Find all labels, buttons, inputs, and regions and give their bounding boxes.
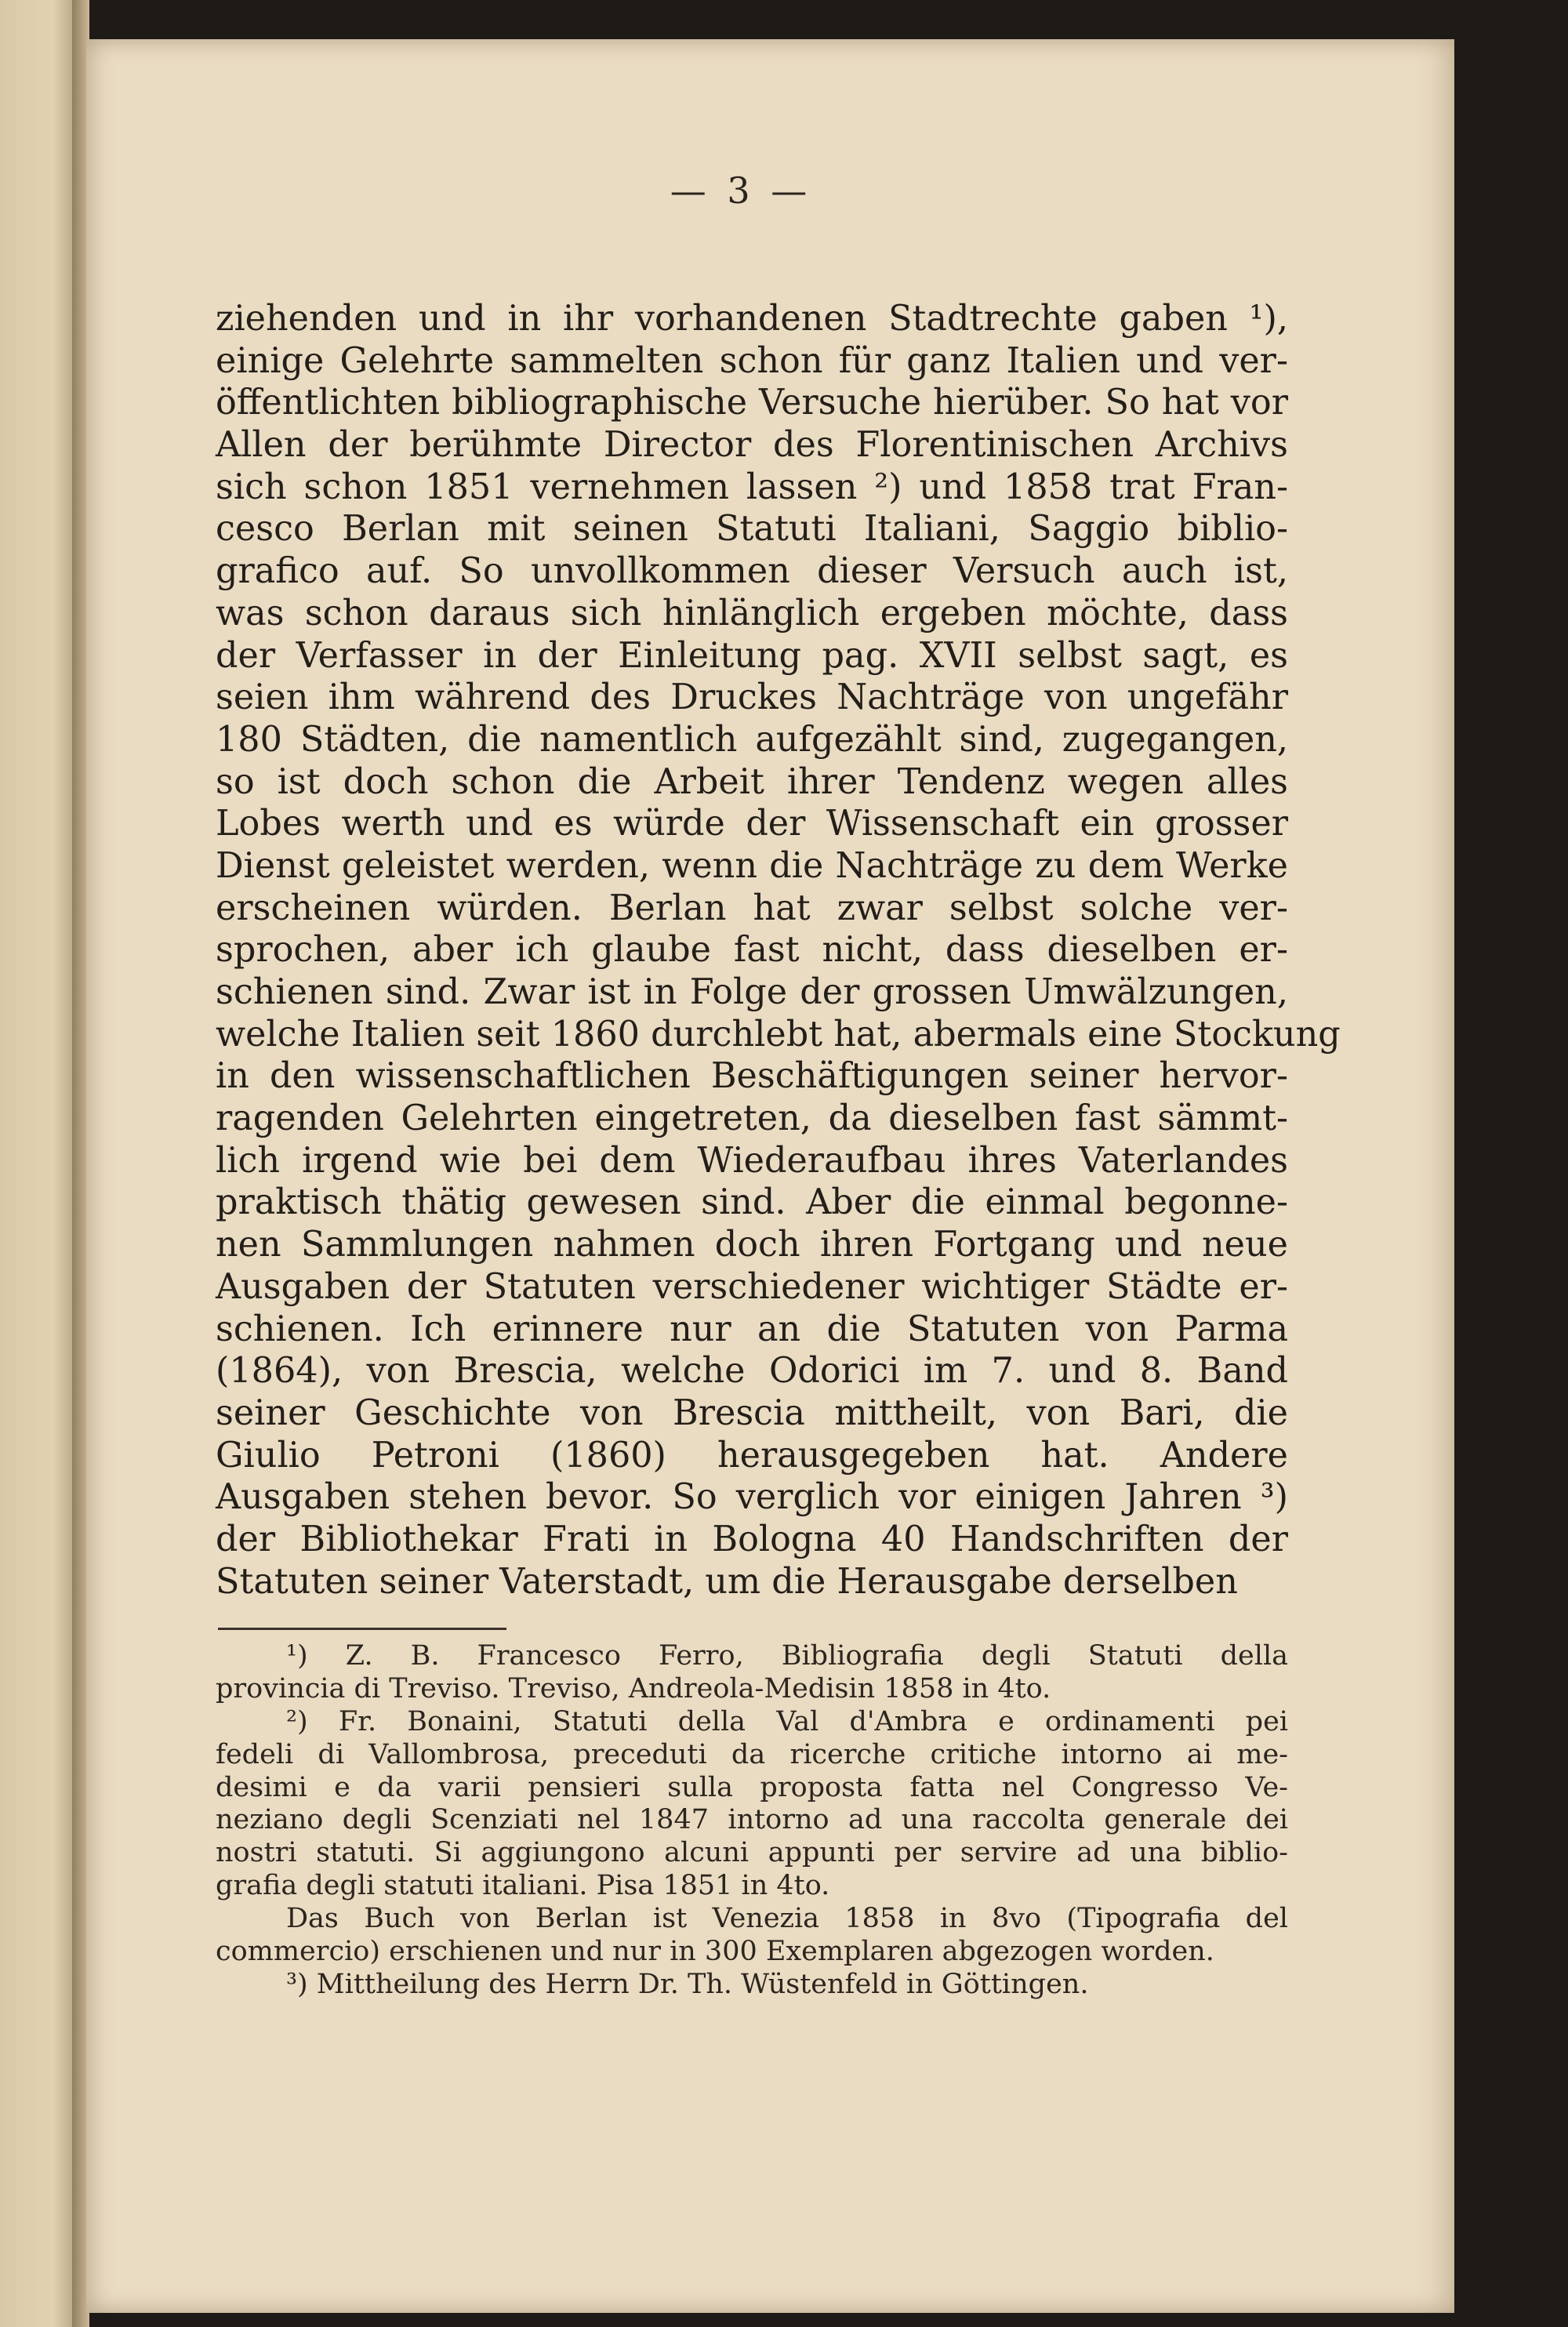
- body-line: lich irgend wie bei dem Wiederaufbau ihres Vaterlandes: [216, 1140, 1288, 1181]
- body-line: ziehenden und in ihr vorhandenen Stadtrechte gaben ¹),: [216, 299, 1288, 339]
- body-line: Giulio Petroni (1860) herausgegeben hat. Andere: [216, 1435, 1288, 1476]
- footnote-line: ³) Mittheilung des Herrn Dr. Th. Wüstenfeld in Göttingen.: [286, 1968, 1089, 2000]
- body-line: Dienst geleistet werden, wenn die Nachträge zu dem Werke: [216, 845, 1288, 886]
- body-line: Ausgaben der Statuten verschiedener wichtiger Städte er-: [216, 1266, 1288, 1307]
- body-line: sich schon 1851 vernehmen lassen ²) und 1858 trat Fran-: [216, 466, 1288, 507]
- body-line: öffentlichten bibliographische Versuche hierüber. So hat vor: [216, 383, 1288, 423]
- body-line: der Verfasser in der Einleitung pag. XVII selbst sagt, es: [216, 635, 1288, 676]
- footnote-line: fedeli di Vallombrosa, preceduti da ricerche critiche intorno ai me-: [216, 1738, 1288, 1770]
- body-line: schienen. Ich erinnere nur an die Statuten von Parma: [216, 1309, 1288, 1349]
- footnotes: [216, 1640, 1288, 2002]
- footnote-line: ²) Fr. Bonaini, Statuti della Val d'Ambra e ordinamenti pei: [286, 1705, 1288, 1737]
- footnote-line: commercio) erschienen und nur in 300 Exemplaren abgezogen worden.: [216, 1936, 1214, 1968]
- body-line: sprochen, aber ich glaube fast nicht, dass dieselben er-: [216, 930, 1288, 971]
- body-line: 180 Städten, die namentlich aufgezählt sind, zugegangen,: [216, 719, 1288, 760]
- footnote-line: neziano degli Scenziati nel 1847 intorno ad una raccolta generale dei: [216, 1804, 1288, 1836]
- body-line: so ist doch schon die Arbeit ihrer Tendenz wegen alles: [216, 761, 1288, 802]
- body-line: seien ihm während des Druckes Nachträge von ungefähr: [216, 677, 1288, 718]
- body-line: Lobes werth und es würde der Wissenschaft ein grosser: [216, 804, 1288, 844]
- body-line: nen Sammlungen nahmen doch ihren Fortgang und neue: [216, 1225, 1288, 1265]
- body-line: Statuten seiner Vaterstadt, um die Herausgabe derselben: [216, 1561, 1238, 1602]
- body-line: schienen sind. Zwar ist in Folge der grossen Umwälzungen,: [216, 972, 1288, 1012]
- body-line: was schon daraus sich hinlänglich ergeben möchte, dass: [216, 593, 1288, 633]
- body-line: praktisch thätig gewesen sind. Aber die einmal begonne-: [216, 1182, 1288, 1223]
- body-line: (1864), von Brescia, welche Odorici im 7. und 8. Band: [216, 1351, 1288, 1392]
- footnote-line: grafia degli statuti italiani. Pisa 1851 in 4to.: [216, 1870, 830, 1902]
- footnote-line: ¹) Z. B. Francesco Ferro, Bibliografia degli Statuti della: [286, 1640, 1288, 1672]
- footnote-line: nostri statuti. Si aggiungono alcuni appunti per servire ad una biblio-: [216, 1837, 1288, 1869]
- footnote-separator: [218, 1628, 506, 1630]
- body-line: seiner Geschichte von Brescia mittheilt, von Bari, die: [216, 1392, 1288, 1433]
- body-line: ragenden Gelehrten eingetreten, da dieselben fast sämmt-: [216, 1098, 1288, 1139]
- footnote-line: desimi e da varii pensieri sulla proposta fatta nel Congresso Ve-: [216, 1771, 1288, 1803]
- page-number: — 3 —: [670, 169, 812, 212]
- body-line: der Bibliothekar Frati in Bologna 40 Handschriften der: [216, 1519, 1288, 1559]
- body-line: in den wissenschaftlichen Beschäftigungen seiner hervor-: [216, 1056, 1288, 1097]
- body-line: erscheinen würden. Berlan hat zwar selbst solche ver-: [216, 888, 1288, 928]
- body-line: cesco Berlan mit seinen Statuti Italiani, Saggio biblio-: [216, 509, 1288, 550]
- body-line: Ausgaben stehen bevor. So verglich vor einigen Jahren ³): [216, 1477, 1288, 1518]
- body-text: [216, 298, 1341, 1603]
- body-line: einige Gelehrte sammelten schon für ganz Italien und ver-: [216, 340, 1288, 381]
- body-line: grafico auf. So unvollkommen dieser Versuch auch ist,: [216, 551, 1288, 592]
- body-line: welche Italien seit 1860 durchlebt hat, abermals eine Stockung: [216, 1014, 1341, 1055]
- footnote-line: provincia di Treviso. Treviso, Andreola-Medisin 1858 in 4to.: [216, 1672, 1051, 1704]
- body-line: Allen der berühmte Director des Florentinischen Archivs: [216, 425, 1288, 466]
- footnote-line: Das Buch von Berlan ist Venezia 1858 in 8vo (Tipografia del: [286, 1903, 1288, 1935]
- facing-page-edge: [0, 0, 75, 2327]
